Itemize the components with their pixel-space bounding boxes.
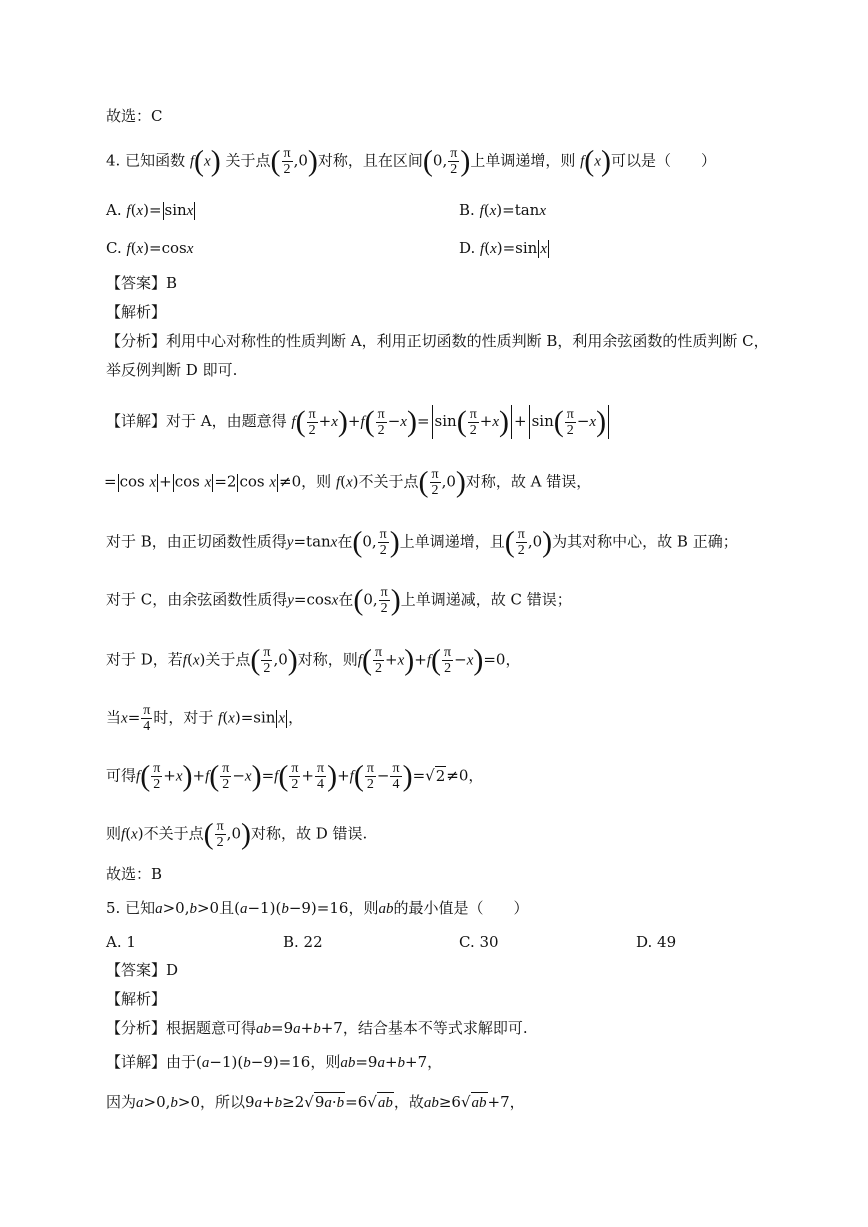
- text: 在: [337, 532, 353, 551]
- text: 则: [106, 824, 122, 843]
- q4-kede-line: 可得f( $\frac{\pi}{2}$ +x)+f( $\frac{\pi}{2}$ −x)=f( $\frac{\pi}{2}$ + $\frac{\pi}{4}$ )+f( $\frac{\pi}{2}$ − $\frac{\pi}{4}$ )=√2≠0，: [106, 759, 484, 793]
- q4-fenxi-1: [106, 331, 808, 351]
- text: 【解析】: [106, 990, 167, 1008]
- q4-c-line: 对于 C，由余弦函数性质得y=cosx在(0, $\frac{\pi}{2}$ )上单调递减，故 C 错误；: [106, 583, 572, 617]
- text: ，则: [348, 899, 379, 917]
- q4-jiexi: [106, 302, 808, 322]
- text: 故选：B: [106, 865, 163, 883]
- text: 不关于点: [143, 824, 204, 843]
- text: D. 49: [636, 933, 677, 951]
- text: 对称，则: [297, 650, 358, 669]
- q5-option-d: [636, 932, 676, 952]
- text: 【分析】利用中心对称性的性质判断 A，利用正切函数的性质判断 B，利用余弦函数的性质判断 C，: [106, 332, 769, 350]
- q4-dang-line: 当x= $\frac{\pi}{4}$ 时，对于 f(x)=sin x ，: [106, 703, 304, 734]
- text: 的最小值是（ ）: [393, 899, 529, 917]
- text: 关于点: [225, 151, 271, 170]
- text: D.: [459, 239, 476, 257]
- text: 对于 B，由正切函数性质得: [106, 532, 287, 551]
- text: 【详解】对于 A，由题意得: [106, 412, 287, 430]
- text: 故选：C: [106, 107, 163, 125]
- text: ，: [288, 708, 304, 727]
- q5-jiexi: [106, 989, 808, 1009]
- question-4-stem: 4. 已知函数 f(x) 关于点( $\frac{\pi}{2}$ ,0)对称，且在区间(0, $\frac{\pi}{2}$ )上单调递增，则 f(x)可以是（ ）: [106, 144, 716, 178]
- text: 5. 已知: [106, 899, 156, 917]
- text: B. 22: [283, 933, 323, 951]
- text: ，结合基本不等式求解即可.: [342, 1019, 528, 1037]
- text: B.: [459, 201, 475, 219]
- text: 对称，故 A 错误，: [465, 472, 592, 491]
- q4-fenxi-2: [106, 360, 808, 380]
- text: 当: [106, 708, 122, 727]
- q4-d-line: 对于 D，若f(x)关于点( $\frac{\pi}{2}$ ,0)对称，则f( $\frac{\pi}{2}$ +x)+f( $\frac{\pi}{2}$ −x)=0，: [106, 643, 521, 677]
- q5-yinwei: 因为a>0,b>0，所以9a+b≥2√9a·b=6√ab，故ab≥6√ab+7，: [106, 1093, 525, 1111]
- text: 对于 D，若: [106, 650, 183, 669]
- text: A.: [106, 201, 122, 219]
- text: C.: [106, 239, 122, 257]
- text: C. 30: [459, 933, 499, 951]
- q5-option-a: [106, 932, 136, 952]
- text: 上单调递增，则: [470, 151, 576, 170]
- text: 4. 已知函数: [106, 151, 186, 170]
- text: A. 1: [106, 933, 136, 951]
- q5-option-b: [283, 932, 323, 952]
- q4-a-continued: = cos x + cos x =2 cos x ≠0，则 f(x)不关于点( $\frac{\pi}{2}$ ,0)对称，故 A 错误，: [104, 465, 592, 499]
- q4-answer: [106, 273, 808, 293]
- previous-answer-line: [106, 106, 808, 126]
- text: ，: [427, 1053, 443, 1071]
- text: ，则: [310, 1053, 341, 1071]
- text: 对称，故 D 错误.: [250, 824, 368, 843]
- q5-xiangjie: 【详解】由于(a−1)(b−9)=16，则ab=9a+b+7，: [106, 1053, 443, 1071]
- q4-option-a: A. f(x)= sinx: [106, 201, 194, 219]
- text: ，则: [301, 472, 332, 491]
- q4-b-line: 对于 B，由正切函数性质得y=tanx在(0, $\frac{\pi}{2}$ )上单调递增，且( $\frac{\pi}{2}$ ,0)为其对称中心，故 B 正确；: [106, 525, 738, 559]
- q4-ze-line: 则f(x)不关于点( $\frac{\pi}{2}$ ,0)对称，故 D 错误.: [106, 817, 368, 851]
- text: 【答案】B: [106, 274, 178, 292]
- text: 可得: [106, 766, 137, 785]
- text: 可以是（ ）: [610, 151, 716, 170]
- text: 【答案】D: [106, 961, 179, 979]
- text: ，故: [393, 1093, 424, 1111]
- text: 【分析】根据题意可得: [106, 1019, 257, 1037]
- text: 上单调递减，故 C 错误；: [400, 590, 572, 609]
- text: 不关于点: [358, 472, 419, 491]
- text: 因为: [106, 1093, 137, 1111]
- text: 为其对称中心，故 B 正确；: [552, 532, 738, 551]
- text: ，: [505, 650, 521, 669]
- text: ，所以: [200, 1093, 246, 1111]
- text: 上单调递增，且: [399, 532, 505, 551]
- q4-option-c: C. f(x)=cosx: [106, 239, 194, 257]
- q5-option-c: [459, 932, 499, 952]
- q4-xiangjie-a: 【详解】对于 A，由题意得 f( $\frac{\pi}{2}$ +x)+f( $\frac{\pi}{2}$ −x)= sin( $\frac{\pi}{2}$ +x) + sin( $\frac{\pi}{2}$ −x): [106, 405, 808, 439]
- text: ，: [468, 766, 484, 785]
- text: 对称，且在区间: [317, 151, 423, 170]
- text: 在: [338, 590, 354, 609]
- text: 【解析】: [106, 303, 167, 321]
- q4-final: [106, 864, 808, 884]
- q5-answer: [106, 960, 808, 980]
- text: 对于 C，由余弦函数性质得: [106, 590, 288, 609]
- q5-fenxi: 【分析】根据题意可得ab=9a+b+7，结合基本不等式求解即可.: [106, 1019, 528, 1037]
- text: ，: [509, 1093, 525, 1111]
- text: 时，对于: [153, 708, 214, 727]
- text: 举反例判断 D 即可.: [106, 361, 238, 379]
- text: 且: [219, 899, 235, 917]
- q4-option-d: D. f(x)=sin x: [459, 239, 547, 257]
- text: 【详解】由于: [106, 1053, 197, 1071]
- question-5-stem: 5. 已知a>0,b>0且(a−1)(b−9)=16，则ab的最小值是（ ）: [106, 899, 529, 917]
- q4-option-b: B. f(x)=tanx: [459, 201, 547, 219]
- text: 关于点: [205, 650, 251, 669]
